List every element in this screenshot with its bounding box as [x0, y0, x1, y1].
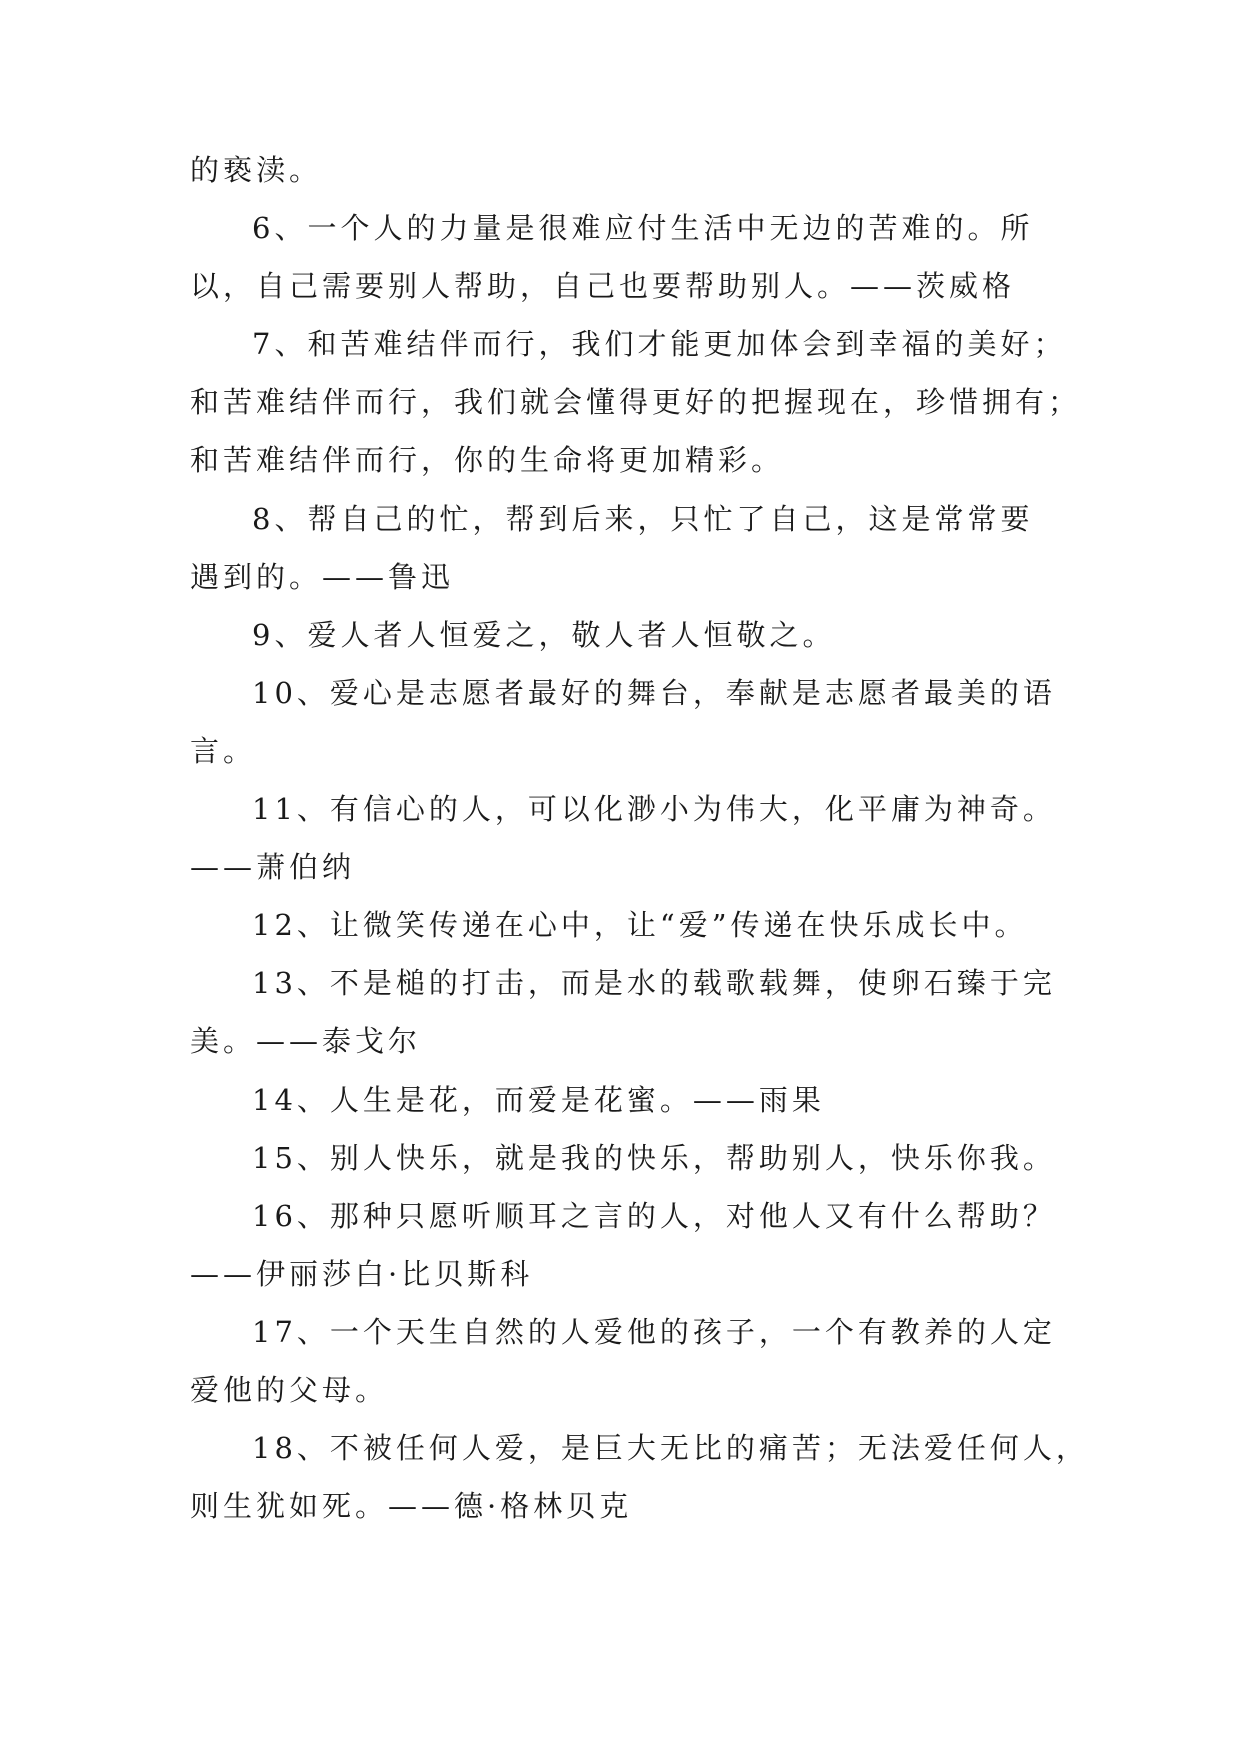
text-line: 9、爱人者人恒爱之，敬人者人恒敬之。 [252, 618, 836, 652]
text-line: 遇到的。——鲁迅 [190, 560, 455, 594]
text-line: 7、和苦难结伴而行，我们才能更加体会到幸福的美好； [252, 327, 1067, 361]
text-line: 16、那种只愿听顺耳之言的人，对他人又有什么帮助？ [252, 1199, 1056, 1233]
text-line: 以，自己需要别人帮助，自己也要帮助别人。——茨威格 [190, 269, 1016, 303]
text-line: 则生犹如死。——德·格林贝克 [190, 1489, 633, 1523]
text-line: 6、一个人的力量是很难应付生活中无边的苦难的。所 [252, 211, 1034, 245]
text-line: 15、别人快乐，就是我的快乐，帮助别人，快乐你我。 [252, 1141, 1056, 1175]
text-line: 的亵渎。 [190, 153, 323, 187]
text-line: 和苦难结伴而行，我们就会懂得更好的把握现在，珍惜拥有； [190, 385, 1082, 419]
text-line: 17、一个天生自然的人爱他的孩子，一个有教养的人定 [252, 1315, 1056, 1349]
text-line: 12、让微笑传递在心中，让“爱”传递在快乐成长中。 [252, 908, 1028, 942]
text-line: 11、有信心的人，可以化渺小为伟大，化平庸为神奇。 [252, 792, 1056, 826]
text-line: ——伊丽莎白·比贝斯科 [190, 1257, 534, 1291]
text-line: 18、不被任何人爱，是巨大无比的痛苦；无法爱任何人， [252, 1431, 1089, 1465]
text-line: ——萧伯纳 [190, 850, 356, 884]
text-line: 爱他的父母。 [190, 1373, 389, 1407]
text-line: 和苦难结伴而行，你的生命将更加精彩。 [190, 443, 785, 477]
text-line: 13、不是槌的打击，而是水的载歌载舞，使卵石臻于完 [252, 966, 1056, 1000]
text-line: 10、爱心是志愿者最好的舞台，奉献是志愿者最美的语 [252, 676, 1056, 710]
text-line: 14、人生是花，而爱是花蜜。——雨果 [252, 1083, 825, 1117]
text-line: 美。——泰戈尔 [190, 1024, 422, 1058]
text-line: 8、帮自己的忙，帮到后来，只忙了自己，这是常常要 [252, 502, 1034, 536]
text-line: 言。 [190, 734, 257, 768]
